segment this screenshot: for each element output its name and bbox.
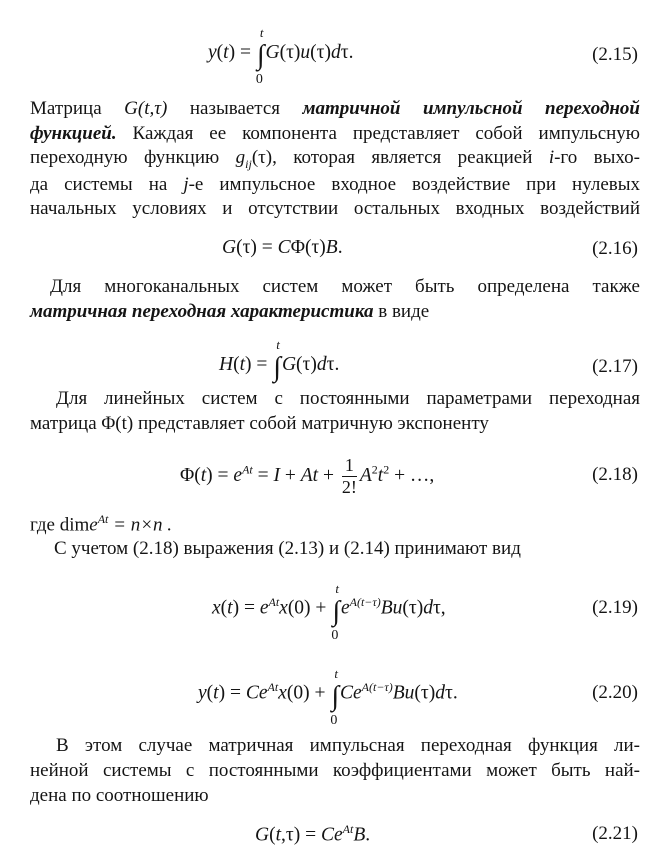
text-line: матрица Φ(t) представляет собой матричную экспоненту <box>30 413 489 434</box>
equation-number: (2.15) <box>592 44 638 65</box>
paragraph-impulse-function <box>30 97 640 222</box>
equation-number: (2.16) <box>592 238 638 259</box>
text-line: В этом случае матричная импульсная переходная функция ли- <box>56 735 640 756</box>
paragraph-transfer-characteristic <box>30 275 640 300</box>
equation-2-20 <box>0 660 668 728</box>
text-line: С учетом (2.18) выражения (2.13) и (2.14) принимают вид <box>54 538 521 559</box>
term-emphasis: матричной импульсной переходной <box>302 98 641 119</box>
equation-2-21 <box>0 816 668 852</box>
text-line: функцией. Каждая ее компонента представляет собой импульсную <box>30 122 640 144</box>
paragraph-constant-coefficients <box>30 734 640 783</box>
text-line: да системы на j-е импульсное входное воздействие при нулевых <box>30 173 640 195</box>
term-emphasis: функцией. <box>30 122 117 144</box>
text-line: Матрица G(t,τ) называется матричной импульсной переходной <box>30 98 641 119</box>
fraction: $\frac{1}{2!}$ <box>341 455 357 497</box>
equation-2-19 <box>0 575 668 643</box>
equation-number: (2.19) <box>592 597 638 618</box>
formula: $\Phi(t) = e^{At} = I + At$ + $\frac{1}{2!}$ $A^2t^2$ + …, <box>180 455 435 497</box>
formula: $G(t,\tau) = Ce^{At}B$. <box>255 822 371 846</box>
formula: H(t) = ∫ t G(τ)dτ. <box>219 337 340 383</box>
integral-sign: ∫ t <box>273 337 281 383</box>
text-line: дена по соотношению <box>30 785 209 806</box>
integral-sign: ∫ t 0 <box>330 665 339 728</box>
text-line: переходную функцию $g_{ij}(\tau)$, которая является реакцией i-го выхо- <box>30 147 641 172</box>
text-line: Для линейных систем с постоянными параметрами переходная <box>56 388 640 409</box>
formula: $x(t) = e^{At}x(0)$ + ∫ t 0 $e^{A(t-\tau)}Bu(\tau)d\tau$, <box>212 580 446 643</box>
equation-2-16 <box>0 233 668 269</box>
equation-number: (2.21) <box>592 823 638 844</box>
equation-number: (2.20) <box>592 682 638 703</box>
equation-2-18 <box>0 446 668 506</box>
text-line: начальных условиях и отсутствии остальных входных воздействий <box>30 198 640 220</box>
term-emphasis: матричная переходная характеристика <box>30 301 374 322</box>
integral-sign: ∫ t 0 <box>331 580 340 643</box>
paragraph-matrix-exponent <box>30 387 640 412</box>
text-line: матричная переходная характеристика в виде <box>30 301 430 322</box>
equation-2-15 <box>0 25 668 88</box>
equation-2-17 <box>0 337 668 390</box>
text-line: нейной системы с постоянными коэффициентами может быть най- <box>30 759 640 781</box>
text-line: Для многоканальных систем может быть определена также <box>50 276 640 297</box>
formula: G(τ) = CΦ(τ)B. <box>222 237 343 258</box>
equation-number: (2.18) <box>592 464 638 485</box>
formula: $y(t) = Ce^{At}x(0)$ + ∫ t 0 $Ce^{A(t-\tau)}Bu(\tau)d\tau$. <box>198 665 458 728</box>
formula: y(t) = ∫ t 0 G(τ)u(τ)dτ. <box>208 25 354 87</box>
equation-number: (2.17) <box>592 356 638 377</box>
where-clause: где dime$^{At}$ = n×n . <box>30 512 173 536</box>
integral-sign: ∫ t 0 <box>255 25 265 87</box>
